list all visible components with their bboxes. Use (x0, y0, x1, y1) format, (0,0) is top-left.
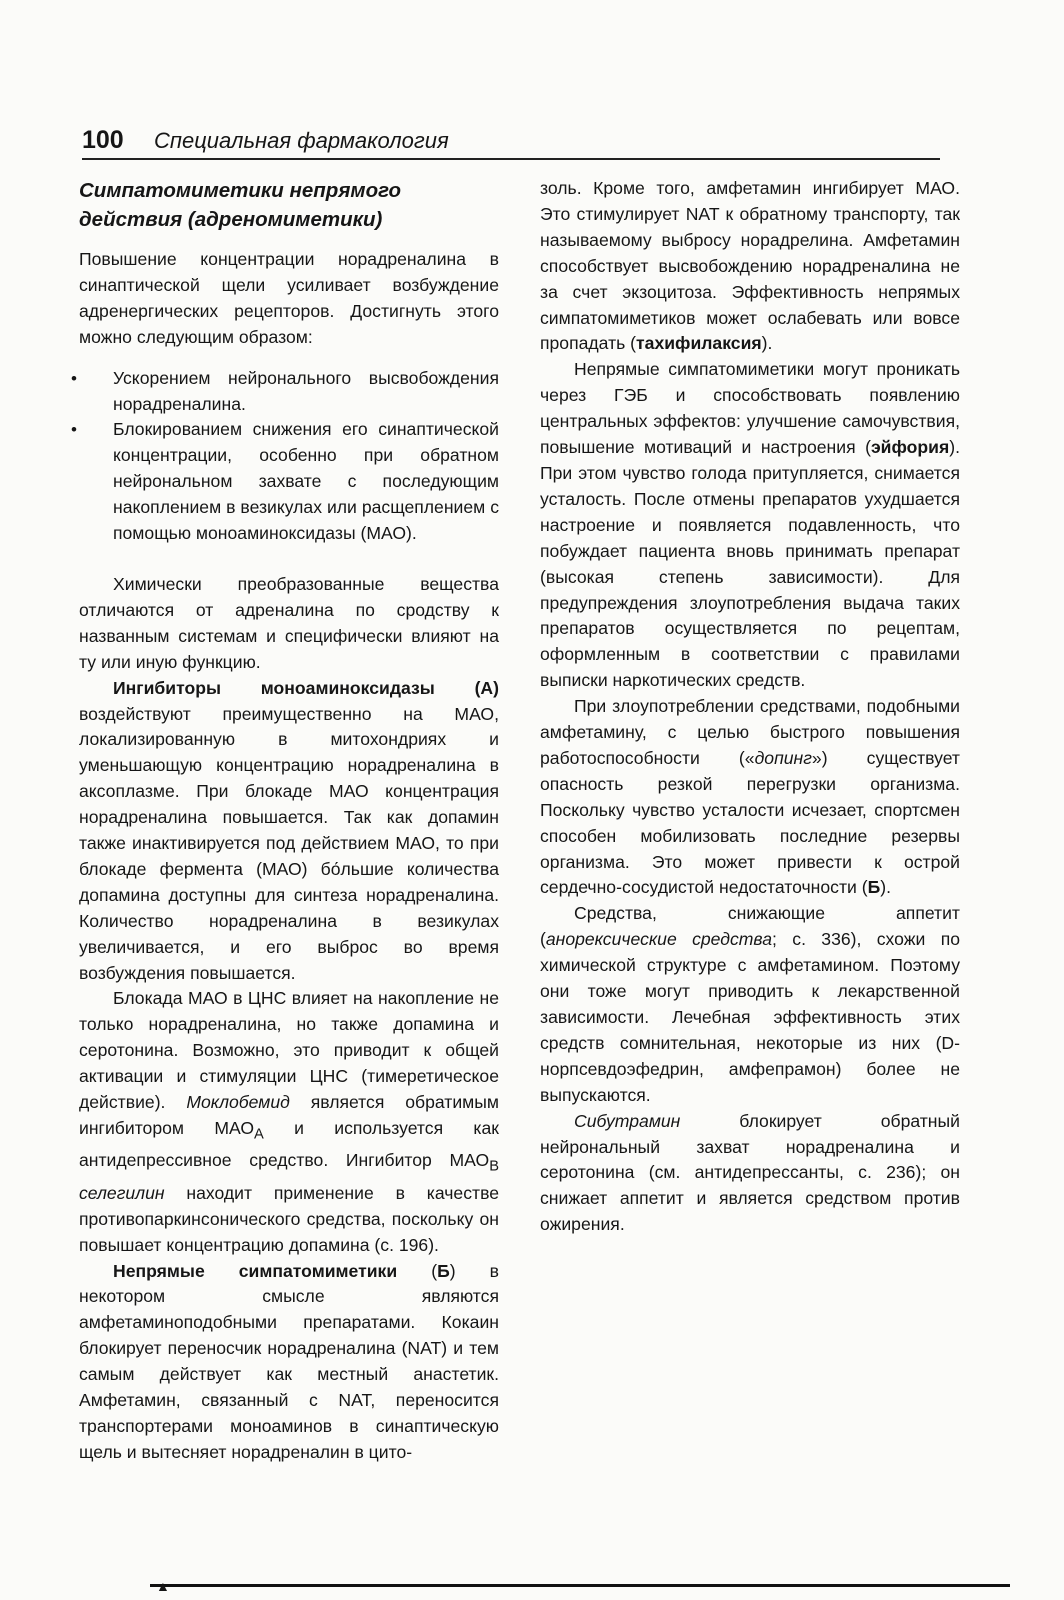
figure-ref-b: Б (867, 877, 881, 898)
sibutramine-text: блокирует обратный нейрональный захват норадреналина и серотонина (см. антидепрессанты, с. 236); он снижает аппетит и является средством против ожирения. (540, 1110, 960, 1235)
bullet-text: Блокированием снижения его синаптической концентрации, особенно при обратном нейрональном захвате с последующим накоплением в везикулах или расщеплением с помощью моноаминоксидазы (МАО). (113, 419, 499, 544)
continuation-text: золь. Кроме того, амфетамин ингибирует МАО. Это стимулирует NAT к обратному транспорту, так называемому выбросу норадрелина. Амфетамин способствует высвобождению норадреналина не за счет экзоцитоза. Эффективность непрямых симпатомиметиков может ослабевать или вовсе пропадать ( (540, 178, 960, 354)
figure-ref-a: А (480, 677, 494, 698)
bbb-paragraph (540, 357, 960, 694)
section-title-line2: действия (адреномиметики) (79, 208, 383, 231)
bullet-icon: • (71, 420, 77, 440)
tachyphylaxis-term: тахифилаксия (636, 333, 762, 354)
cns-text-2: является обратимым ингибитором МАО (79, 1092, 500, 1138)
intro-paragraph: Повышение концентрации норадреналина в синаптической щели усиливает возбуждение адренергических рецепторов. Достигнуть этого можно следующим образом: (79, 249, 499, 347)
indirect-sympathomimetics-term: Непрямые симпатомиметики (113, 1260, 398, 1281)
anorexics-text-1: Средства, снижающие аппетит ( (540, 903, 960, 950)
bullet-text: Ускорением нейронального высвобождения норадреналина. (113, 367, 499, 414)
mao-subscript-a: А (254, 1126, 264, 1143)
continuation-paragraph (540, 176, 960, 357)
mao-inhibitors-text: воздействуют преимущественно на МАО, локализированную в митохондриях и уменьшающую концентрацию норадреналина в аксоплазме. При блокаде МАО концентрация норадреналина повышается. Так как допамин также инактивируется под действием МАО, то при блокаде фермента (МАО) бо́льшие количества допамина доступны для синтеза норадреналина. Количество норадреналина в везикулах увеличивается, и его выброс во время возбуждения повышается. (79, 703, 499, 983)
mao-inhibitors-term: Ингибиторы моноаминоксидазы (113, 677, 435, 698)
abuse-tail: ). (880, 877, 891, 898)
left-column (71, 176, 500, 1466)
abuse-paragraph (540, 694, 960, 901)
indirect-sympathomimetics-paragraph: Непрямые симпатомиметики (Б) в некотором смысле являются амфетаминоподобными препаратами. Кокаин блокирует переносчик норадреналина (NAT) и тем самым действует как местный анастетик. Амфетамин, связанный с NAT, переносится транспортерами моноаминов в синаптическую щель и вытесняет норадреналин в цито- (79, 1260, 500, 1462)
bbb-text-2: ). При этом чувство голода притупляется, снимается усталость. После отмены препаратов ухудшается настроение и появляется подавленность, что побуждает пациента вновь принимать препарат (высокая степень зависимости). Для предупреждения злоупотребления выдача таких препаратов осуществляется по рецептам, оформленным в соответствии с правилами выписки наркотических средств. (540, 437, 960, 691)
cns-text-4: находит применение в качестве противопаркинсонического средства, поскольку он повышает концентрацию допамина (с. 196). (79, 1182, 499, 1255)
doping-term: допинг (754, 747, 812, 768)
anorexics-term: анорексические средства (545, 929, 773, 950)
anorexics-paragraph (540, 901, 960, 1108)
bottom-edge-rule (150, 1584, 1010, 1587)
bullet-list (71, 366, 499, 547)
cns-text-3: и используется как антидепрессивное средство. Ингибитор МАО (79, 1118, 499, 1171)
section-title-line1: Симпатомиметики непрямого (79, 179, 402, 202)
page-number: 100 (82, 126, 124, 154)
abuse-text-1: При злоупотреблении средствами, подобными амфетамину, с целью быстрого повышения работоспособности (« (540, 696, 960, 768)
running-header (82, 122, 940, 160)
figure-ref-b: Б (437, 1260, 450, 1281)
anorexics-text-2: ; с. 336), схожи по химической структуре с амфетамином. Поэтому они тоже могут приводить к лекарственной зависимости. Лечебная эффективность этих средств сомнительная, некоторые из них (D-норпсевдоэфедрин, амфепрамон) более не выпускаются. (540, 929, 961, 1105)
mao-inhibitors-paragraph: Ингибиторы моноаминоксидазы (А) воздействуют преимущественно на МАО, локализированную в митохондриях и уменьшающую концентрацию норадреналина в аксоплазме. При блокаде МАО концентрация норадреналина повышается. Так как допамин также инактивируется под действием МАО, то при блокаде фермента (МАО) бо́льшие количества допамина доступны для синтеза норадреналина. Количество норадреналина в везикулах увеличивается, и его выброс во время возбуждения повышается. (79, 677, 499, 983)
cns-text-1: Блокада МАО в ЦНС влияет на накопление не только норадреналина, но также допамина и серотонина. Возможно, это приводит к общей активации и стимуляции ЦНС (тимеретическое действие). (79, 988, 499, 1113)
list-item (71, 366, 499, 418)
drug-moclobemide: Моклобемид (186, 1092, 290, 1113)
mao-subscript-b: В (489, 1158, 499, 1175)
indirect-text: в некотором смысле являются амфетаминоподобными препаратами. Кокаин блокирует переносчик норадреналина (NAT) и тем самым действует как местный анастетик. Амфетамин, связанный с NAT, переносится транспортерами моноаминов в синаптическую щель и вытесняет норадреналин в цито- (79, 1260, 500, 1462)
continuation-tail: ). (761, 333, 773, 354)
cns-paragraph (79, 986, 499, 1258)
abuse-text-2: ») существует опасность резкой перегрузки организма. Поскольку чувство усталости исчезает, спортсмен способен мобилизовать последние резервы организма. Это может привести к острой сердечно-сосудистой недостаточности ( (540, 747, 960, 898)
section-title (79, 176, 499, 234)
bottom-edge-mark-icon: ▲ (156, 1578, 170, 1594)
bbb-text-1: Непрямые симпатомиметики могут проникать через ГЭБ и способствовать появлению центральных эффектов: улучшение самочувствия, повышение мотиваций и настроения ( (540, 359, 960, 458)
running-title: Специальная фармакология (154, 128, 449, 153)
euphoria-term: эйфория (870, 437, 950, 458)
right-column (540, 176, 960, 1238)
sibutramine-paragraph (540, 1109, 960, 1239)
list-item (71, 417, 499, 547)
chemistry-paragraph: Химически преобразованные вещества отличаются от адреналина по сродству к названным системам и специфически влияют на ту или иную функцию. (79, 573, 499, 672)
bullet-icon: • (71, 368, 77, 388)
drug-selegiline: селегилин (79, 1182, 165, 1203)
drug-sibutramine: Сибутрамин (574, 1110, 681, 1131)
